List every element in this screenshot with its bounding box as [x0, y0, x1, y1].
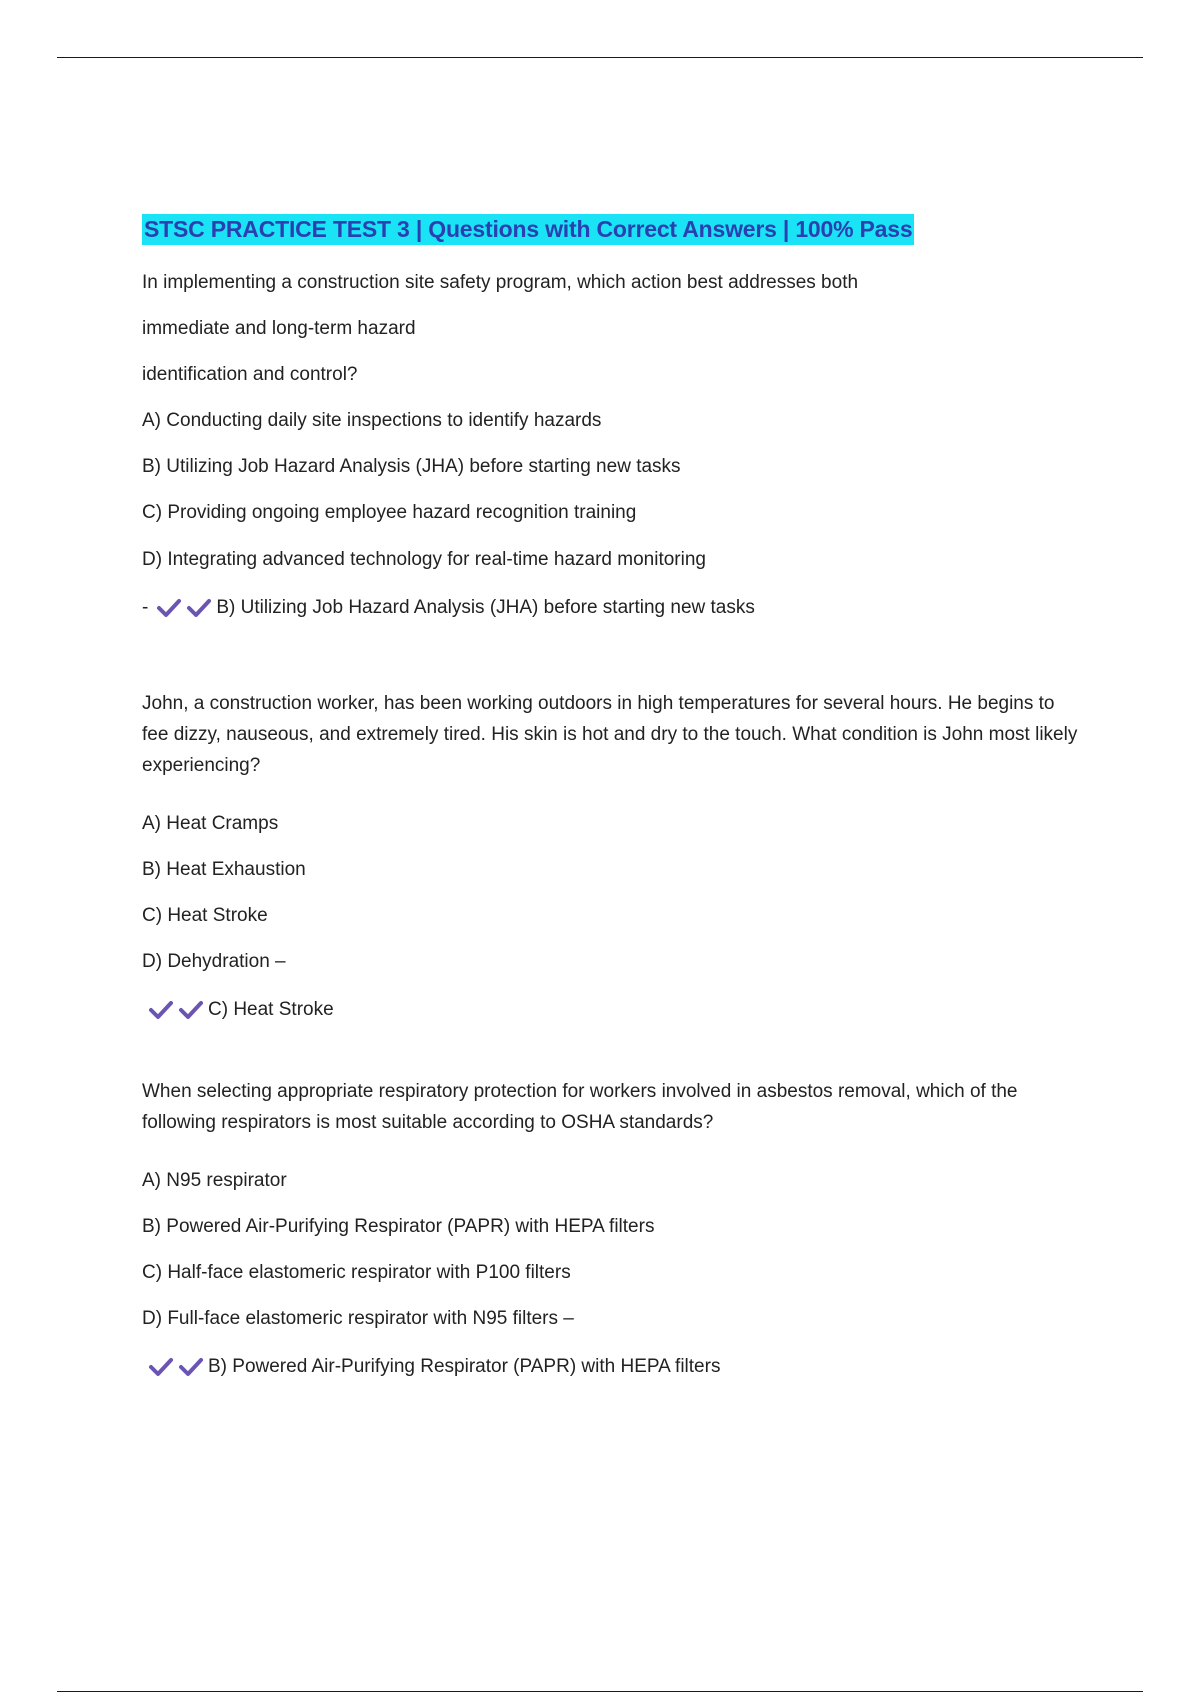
question-3-option-a: A) N95 respirator — [142, 1170, 287, 1191]
question-1-option-c: C) Providing ongoing employee hazard recognition training — [142, 502, 637, 523]
question-1-stem-line-2: immediate and long-term hazard — [142, 318, 416, 339]
question-3-stem: When selecting appropriate respiratory protection for workers involved in asbestos removal, which of the following respirators is most suitable according to OSHA standards? — [142, 1081, 1018, 1133]
question-3-option-c: C) Half-face elastomeric respirator with P100 filters — [142, 1262, 571, 1283]
question-3-option-d: D) Full-face elastomeric respirator with N95 filters – — [142, 1308, 574, 1329]
question-3-answer — [148, 1355, 720, 1379]
checkmark-icon — [148, 1357, 174, 1377]
checkmark-icon — [178, 1357, 204, 1377]
question-1-answer-text: B) Utilizing Job Hazard Analysis (JHA) before starting new tasks — [216, 597, 755, 618]
question-1-stem-line-1: In implementing a construction site safety program, which action best addresses both — [142, 272, 859, 293]
question-2-option-d: D) Dehydration – — [142, 951, 286, 972]
checkmark-icon — [156, 598, 182, 618]
question-1-option-d: D) Integrating advanced technology for real-time hazard monitoring — [142, 549, 706, 570]
question-1-option-b: B) Utilizing Job Hazard Analysis (JHA) before starting new tasks — [142, 456, 681, 477]
question-3-option-b: B) Powered Air-Purifying Respirator (PAPR) with HEPA filters — [142, 1216, 655, 1237]
question-2-answer — [148, 998, 334, 1022]
answer-dash: - — [142, 597, 149, 618]
question-2-answer-text: C) Heat Stroke — [208, 999, 334, 1020]
question-2-option-b: B) Heat Exhaustion — [142, 859, 306, 880]
checkmark-icon — [148, 1000, 174, 1020]
question-2-option-c: C) Heat Stroke — [142, 905, 268, 926]
question-1-stem-line-3: identification and control? — [142, 364, 358, 385]
question-2-stem: John, a construction worker, has been working outdoors in high temperatures for several hours. He begins to fee dizzy, nauseous, and extremely tired. His skin is hot and dry to the touch. What condition is John most likely experiencing? — [142, 693, 1078, 776]
header-rule — [57, 57, 1143, 58]
question-2-option-a: A) Heat Cramps — [142, 813, 279, 834]
question-1-option-a: A) Conducting daily site inspections to identify hazards — [142, 410, 602, 431]
footer-rule — [57, 1691, 1143, 1692]
question-3-answer-text: B) Powered Air-Purifying Respirator (PAPR) with HEPA filters — [208, 1356, 721, 1377]
question-1-answer — [142, 596, 755, 620]
document-title: STSC PRACTICE TEST 3 | Questions with Correct Answers | 100% Pass — [142, 214, 914, 245]
checkmark-icon — [178, 1000, 204, 1020]
checkmark-icon — [186, 598, 212, 618]
